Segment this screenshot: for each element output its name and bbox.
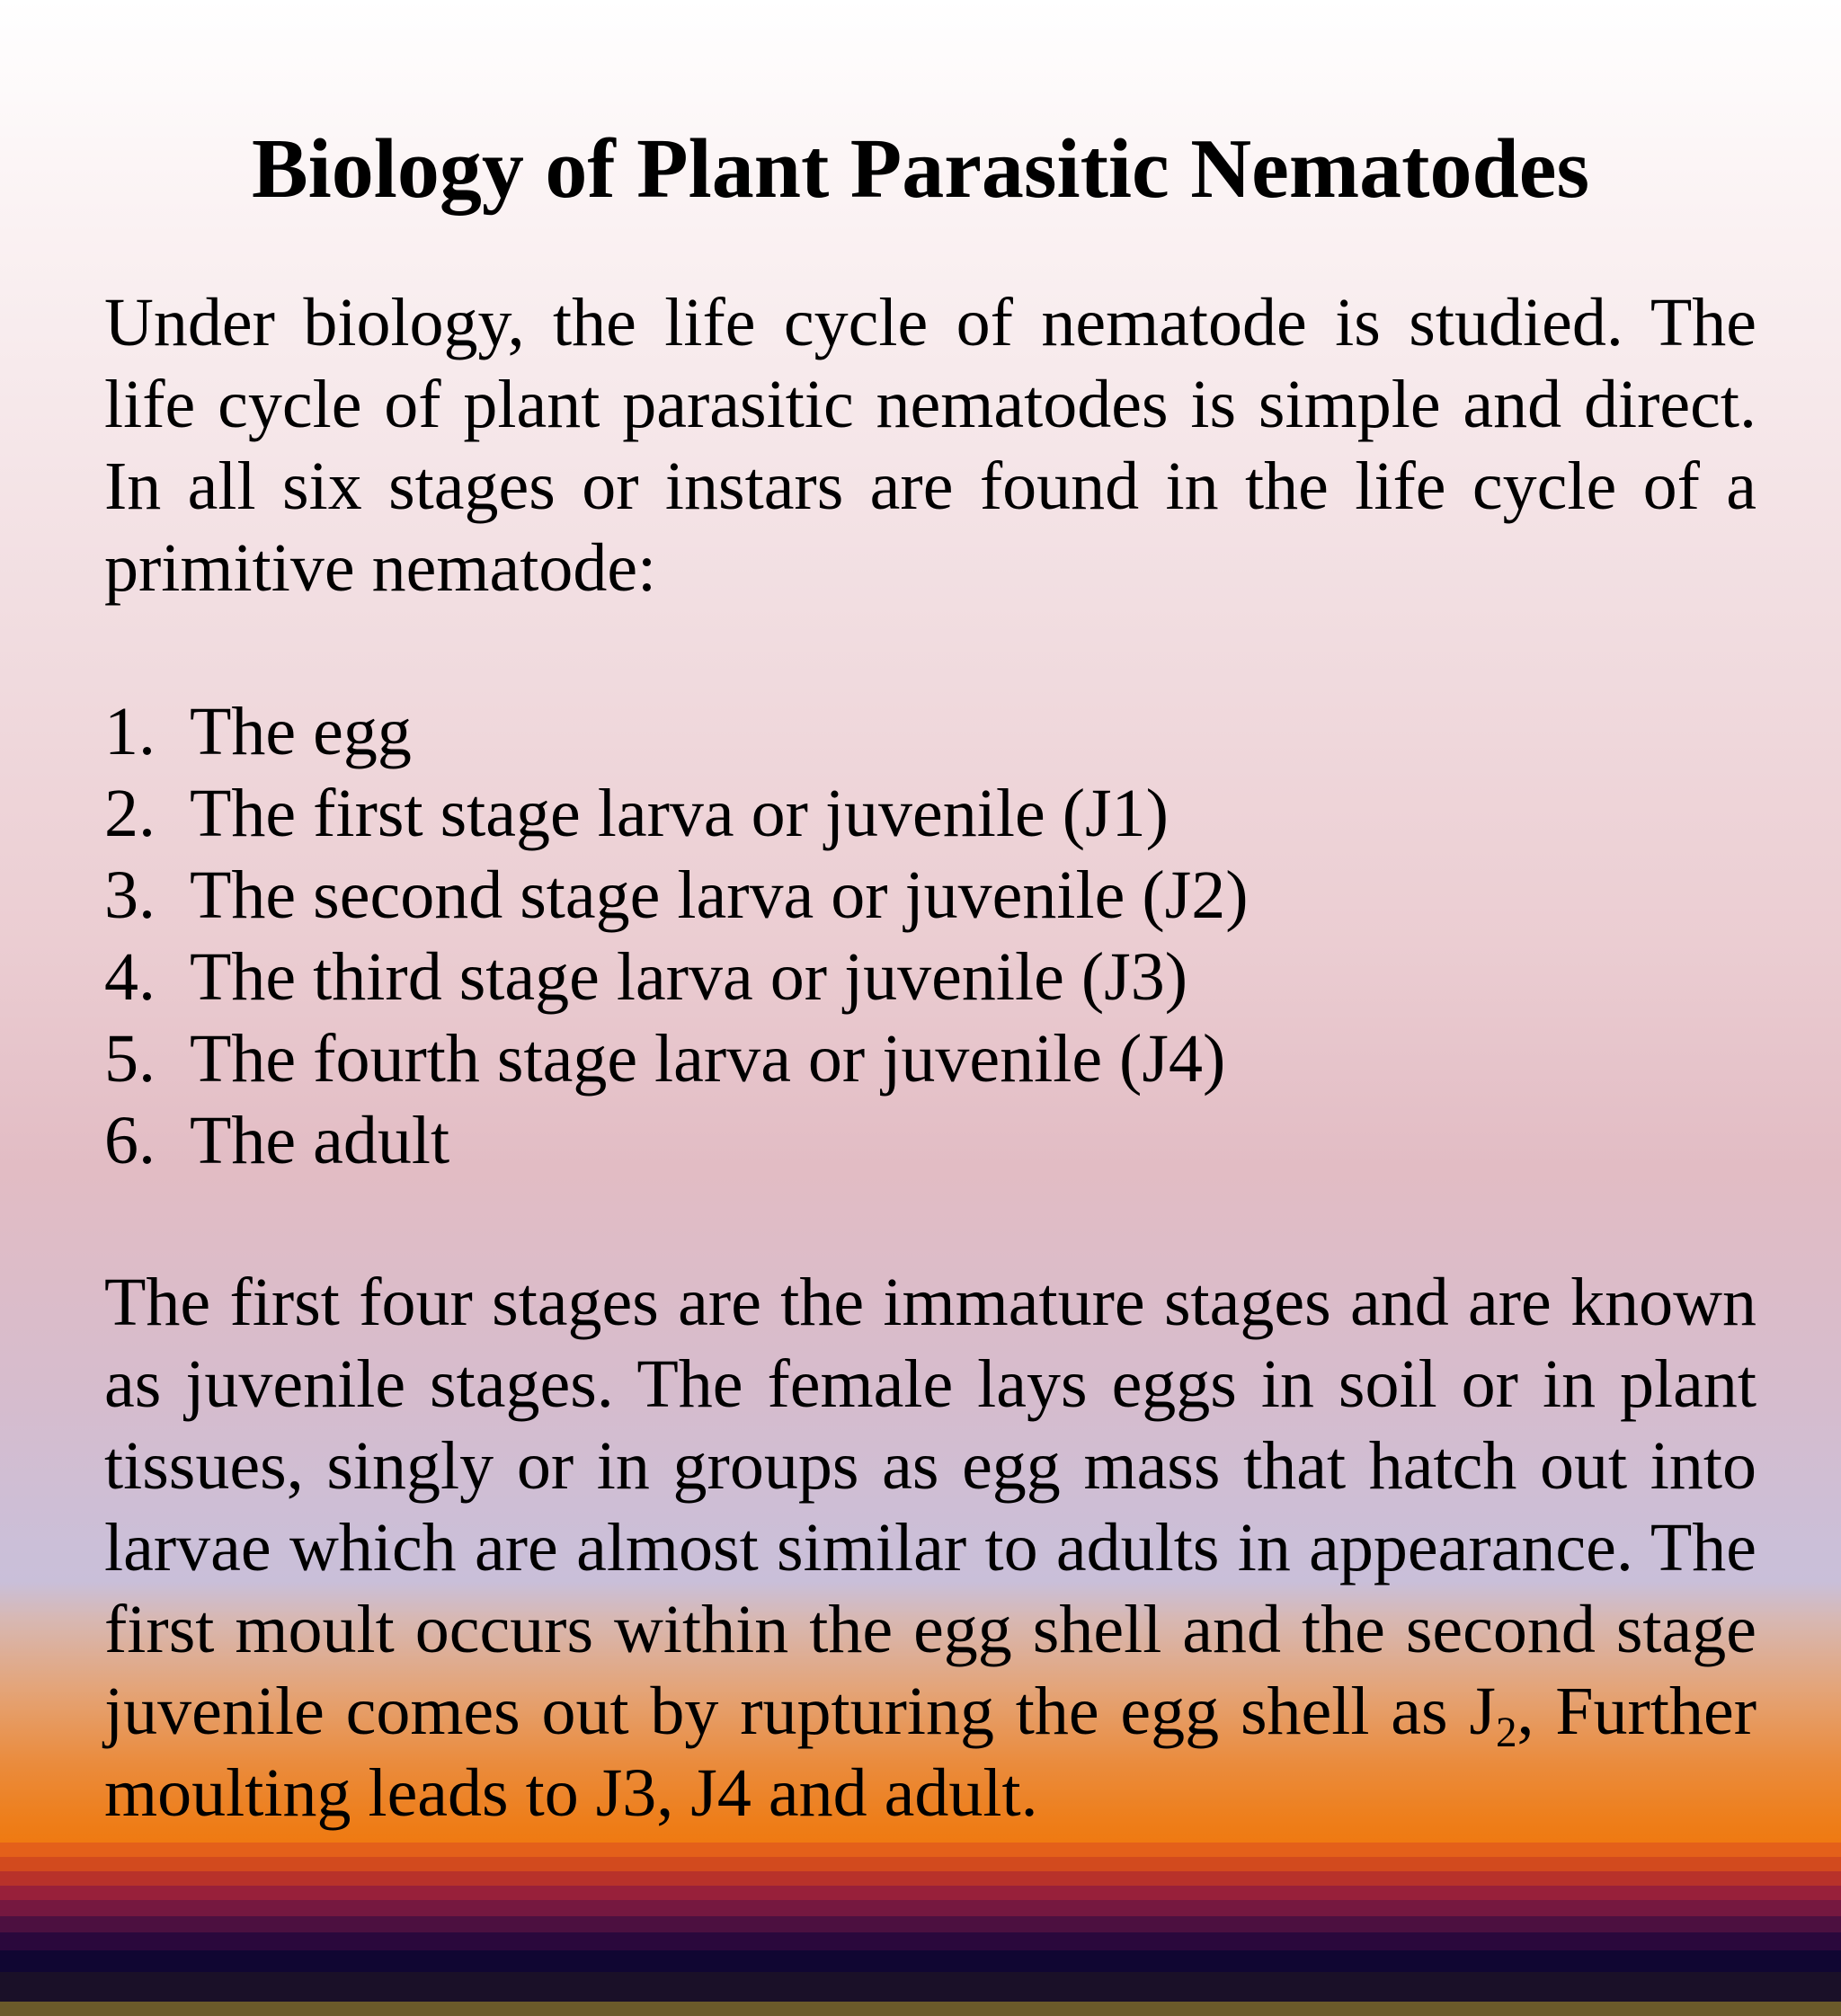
- stripe: [0, 2002, 1841, 2016]
- list-item: [104, 773, 1757, 855]
- list-text: The adult: [190, 1103, 450, 1178]
- list-text: The fourth stage larva or juvenile (J4): [190, 1021, 1226, 1097]
- intro-paragraph: Under biology, the life cycle of nematode is studied. The life cycle of plant parasitic nematodes is simple and direct. In all six stages or instars are found in the life cycle of a primitive nematode:: [104, 285, 1757, 606]
- stage-list: [104, 691, 1757, 1182]
- stripe: [0, 1843, 1841, 1857]
- list-number: 6.: [104, 1103, 156, 1178]
- outro-text-end: , Further moulting leads to J3, J4 and adult.: [104, 1674, 1757, 1831]
- stripe: [0, 1916, 1841, 1932]
- list-number: 5.: [104, 1021, 156, 1097]
- outro-text: The first four stages are the immature stages and are known as juvenile stages. The female lays eggs in soil or in plant tissues, singly or in groups as egg mass that hatch out into larvae which are almost similar to adults in appearance. The first moult occurs within the egg shell and the second stage juvenile comes out by rupturing the egg shell as J: [104, 1265, 1757, 1749]
- bottom-stripes: [0, 1843, 1841, 2016]
- stripe: [0, 1857, 1841, 1871]
- list-number: 1.: [104, 694, 156, 769]
- list-number: 4.: [104, 939, 156, 1015]
- stripe: [0, 1886, 1841, 1900]
- list-item: [104, 855, 1757, 937]
- subscript: 2: [1495, 1710, 1517, 1757]
- list-number: 2.: [104, 776, 156, 851]
- list-text: The third stage larva or juvenile (J3): [190, 939, 1188, 1015]
- outro-paragraph: [104, 1262, 1757, 1834]
- stripe: [0, 1900, 1841, 1916]
- list-text: The second stage larva or juvenile (J2): [190, 857, 1249, 933]
- stripe: [0, 1950, 1841, 1972]
- list-item: [104, 937, 1757, 1018]
- list-item: [104, 1100, 1757, 1182]
- list-text: The first stage larva or juvenile (J1): [190, 776, 1169, 851]
- slide-title: Biology of Plant Parasitic Nematodes: [251, 122, 1590, 216]
- list-number: 3.: [104, 857, 156, 933]
- stripe: [0, 1932, 1841, 1950]
- list-item: [104, 1018, 1757, 1100]
- stripe: [0, 1972, 1841, 2002]
- list-item: [104, 691, 1757, 773]
- list-text: The egg: [190, 694, 412, 769]
- stripe: [0, 1871, 1841, 1886]
